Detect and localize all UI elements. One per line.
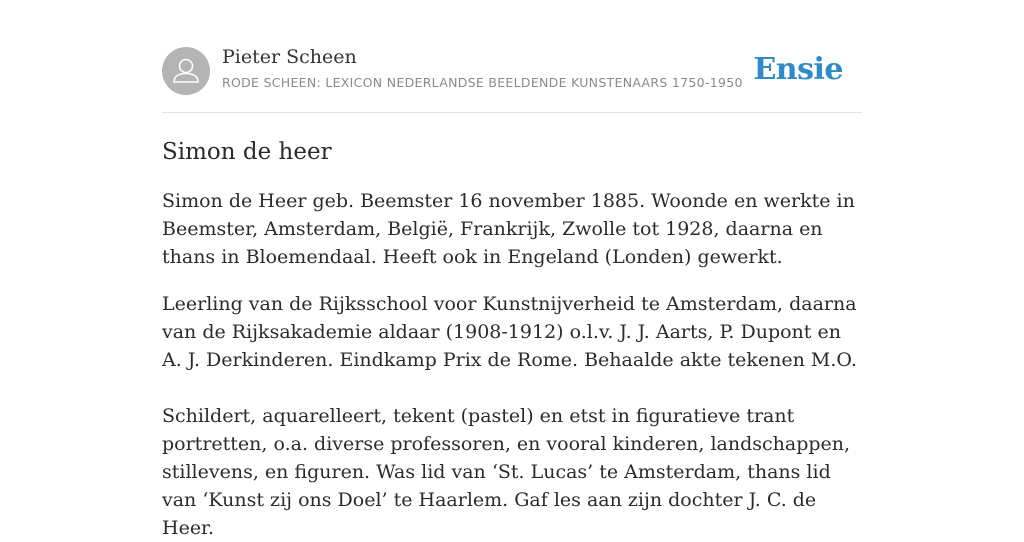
author-avatar[interactable] xyxy=(162,47,210,95)
ensie-logo[interactable]: Ensie xyxy=(753,52,843,87)
article-title: Simon de heer xyxy=(162,139,332,165)
header xyxy=(162,0,862,113)
article-paragraph: Leerling van de Rijksschool voor Kunstnijverheid te Amsterdam, daarna van de Rijksakademie aldaar (1908-1912) o.l.v. J. J. Aarts, P. Dupont en A. J. Derkinderen. Eindkamp Prix de Rome. Behaalde akte tekenen M.O. xyxy=(162,293,857,371)
author-name[interactable]: Pieter Scheen xyxy=(222,46,357,68)
page xyxy=(162,0,862,542)
article-paragraph: Simon de Heer geb. Beemster 16 november 1885. Woonde en werkte in Beemster, Amsterdam, België, Frankrijk, Zwolle tot 1928, daarna en thans in Bloemendaal. Heeft ook in Engeland (Londen) gewerkt. xyxy=(162,190,855,268)
user-icon xyxy=(162,47,210,95)
article-paragraph: Schildert, aquarelleert, tekent (pastel) en etst in figuratieve trant portretten, o.a. diverse professoren, en vooral kinderen, landschappen, stillevens, en figuren. Was lid van ‘St. Lucas’ te Amsterdam, thans lid van ‘Kunst zij ons Doel’ te Haarlem. Gaf les aan zijn dochter J. C. de Heer. xyxy=(162,405,851,539)
source-label[interactable]: RODE SCHEEN: LEXICON NEDERLANDSE BEELDENDE KUNSTENAARS 1750-1950 xyxy=(222,75,743,90)
article xyxy=(162,137,862,542)
